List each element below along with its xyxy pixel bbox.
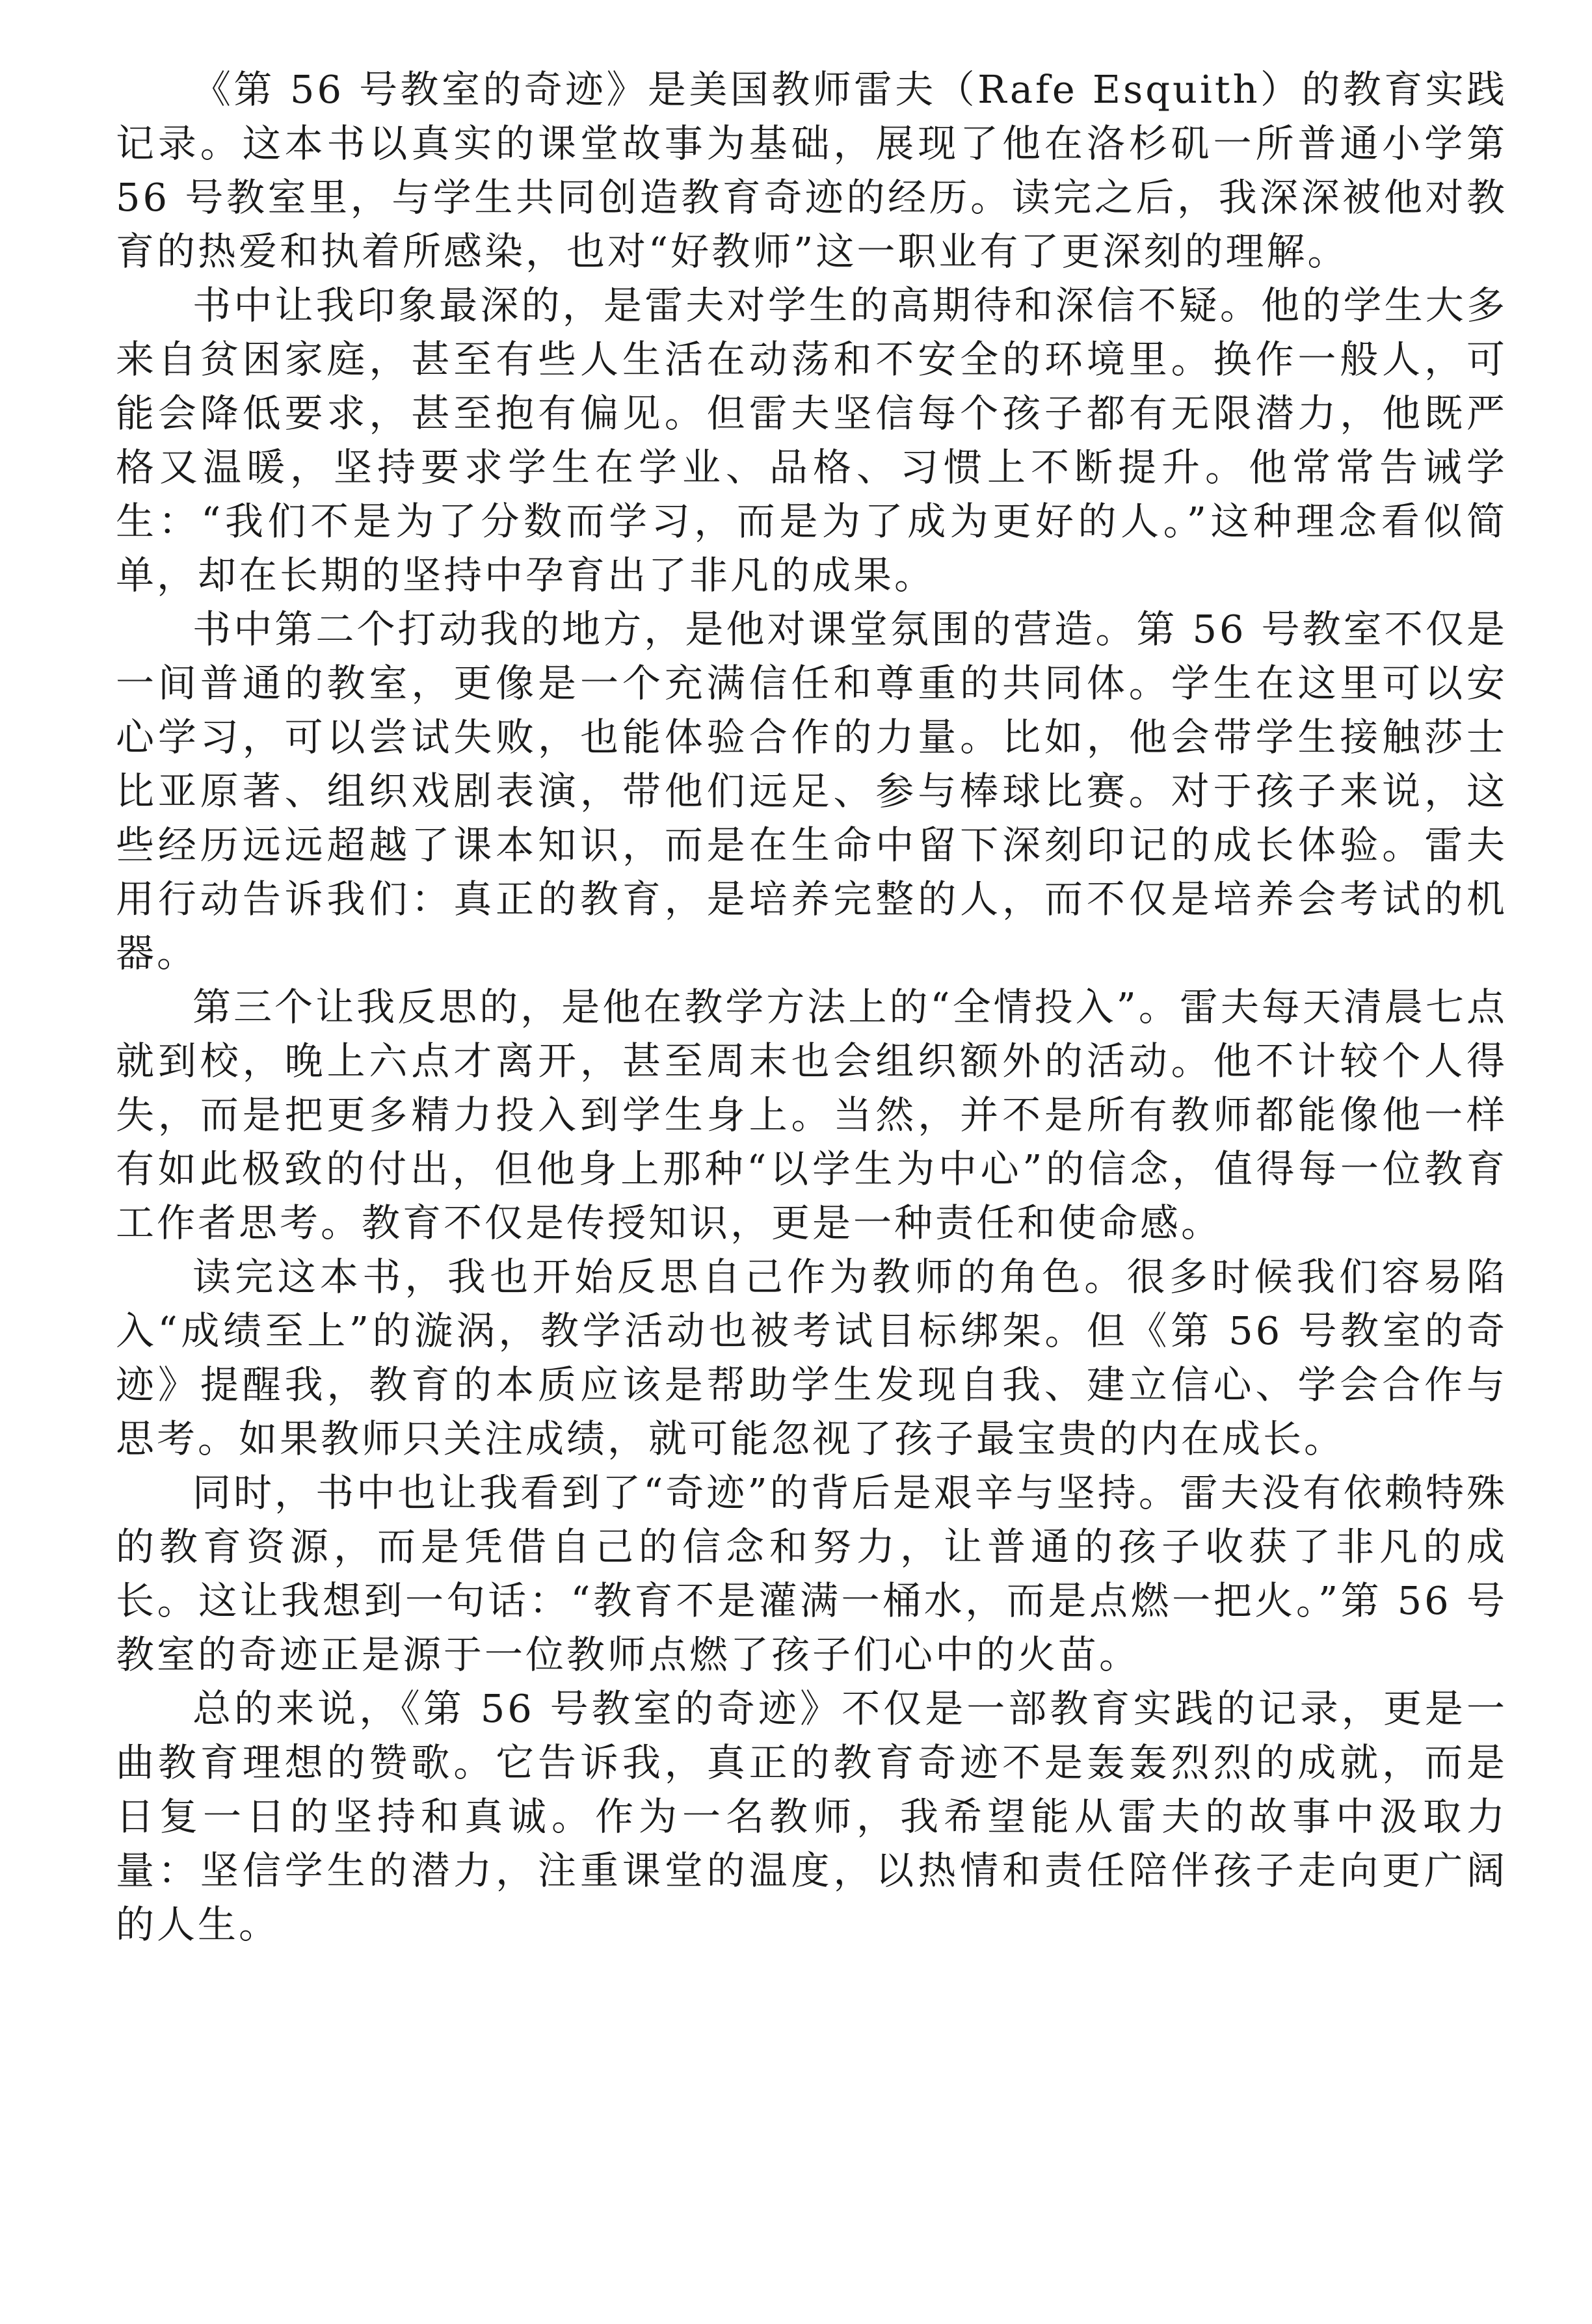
paragraph-hardship-persistence: 同时，书中也让我看到了“奇迹”的背后是艰辛与坚持。雷夫没有依赖特殊的教育资源，而是凭借自己的信念和努力，让普通的孩子收获了非凡的成长。这让我想到一句话：“教育不是灌满一桶水，而是点燃一把火。”第 56 号教室的奇迹正是源于一位教师点燃了孩子们心中的火苗。 bbox=[116, 1470, 1507, 1677]
paragraph-self-reflection: 读完这本书，我也开始反思自己作为教师的角色。很多时候我们容易陷入“成绩至上”的漩涡，教学活动也被考试目标绑架。但《第 56 号教室的奇迹》提醒我，教育的本质应该是帮助学生发现自我、建立信心、学会合作与思考。如果教师只关注成绩，就可能忽视了孩子最宝贵的内在成长。 bbox=[116, 1254, 1507, 1461]
essay-body bbox=[116, 62, 1507, 1951]
paragraph-full-dedication: 第三个让我反思的，是他在教学方法上的“全情投入”。雷夫每天清晨七点就到校，晚上六点才离开，甚至周末也会组织额外的活动。他不计较个人得失，而是把更多精力投入到学生身上。当然，并不是所有教师都能像他一样有如此极致的付出，但他身上那种“以学生为中心”的信念，值得每一位教育工作者思考。教育不仅是传授知识，更是一种责任和使命感。 bbox=[116, 984, 1507, 1245]
paragraph-intro: 《第 56 号教室的奇迹》是美国教师雷夫（Rafe Esquith）的教育实践记录。这本书以真实的课堂故事为基础，展现了他在洛杉矶一所普通小学第 56 号教室里，与学生共同创造教育奇迹的经历。读完之后，我深深被他对教育的热爱和执着所感染，也对“好教师”这一职业有了更深刻的理解。 bbox=[116, 67, 1507, 274]
paragraph-high-expectations: 书中让我印象最深的，是雷夫对学生的高期待和深信不疑。他的学生大多来自贫困家庭，甚至有些人生活在动荡和不安全的环境里。换作一般人，可能会降低要求，甚至抱有偏见。但雷夫坚信每个孩子都有无限潜力，他既严格又温暖，坚持要求学生在学业、品格、习惯上不断提升。他常常告诫学生：“我们不是为了分数而学习，而是为了成为更好的人。”这种理念看似简单，却在长期的坚持中孕育出了非凡的成果。 bbox=[116, 283, 1507, 598]
paragraph-conclusion: 总的来说，《第 56 号教室的奇迹》不仅是一部教育实践的记录，更是一曲教育理想的赞歌。它告诉我，真正的教育奇迹不是轰轰烈烈的成就，而是日复一日的坚持和真诚。作为一名教师，我希望能从雷夫的故事中汲取力量：坚信学生的潜力，注重课堂的温度，以热情和责任陪伴孩子走向更广阔的人生。 bbox=[116, 1686, 1507, 1947]
paragraph-classroom-atmosphere: 书中第二个打动我的地方，是他对课堂氛围的营造。第 56 号教室不仅是一间普通的教室，更像是一个充满信任和尊重的共同体。学生在这里可以安心学习，可以尝试失败，也能体验合作的力量。比如，他会带学生接触莎士比亚原著、组织戏剧表演，带他们远足、参与棒球比赛。对于孩子来说，这些经历远远超越了课本知识，而是在生命中留下深刻印记的成长体验。雷夫用行动告诉我们：真正的教育，是培养完整的人，而不仅是培养会考试的机器。 bbox=[116, 607, 1507, 975]
